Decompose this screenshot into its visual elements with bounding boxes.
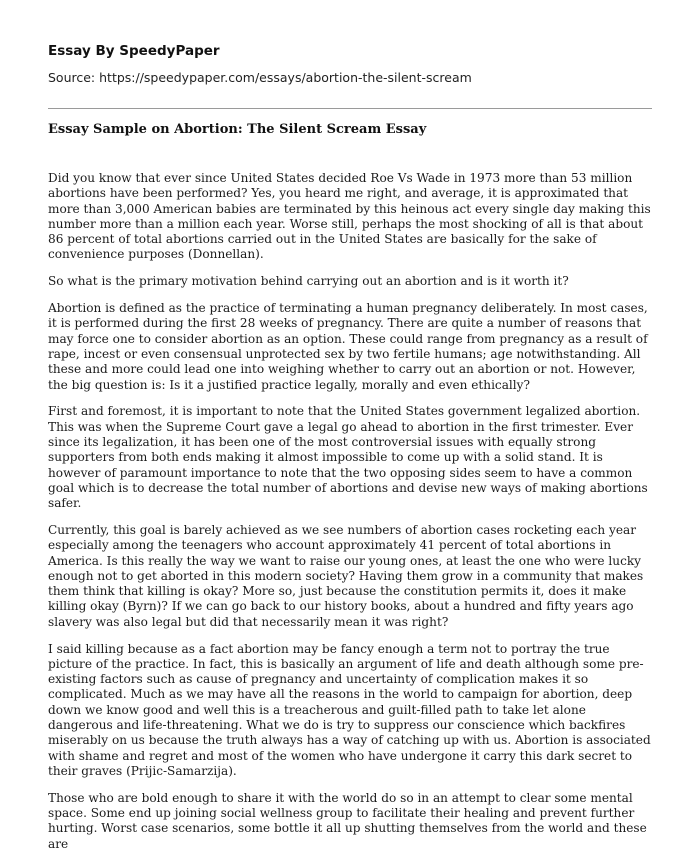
brand-title: Essay By SpeedyPaper <box>48 43 220 59</box>
paragraph: Abortion is defined as the practice of terminating a human pregnancy deliberately. In most cases, it is performed during the first 28 weeks of pregnancy. There are quite a number of reasons that may force one to consider abortion as an option. These could range from pregnancy as a result of rape, incest or even consensual unprotected sex by two fertile humans; age notwithstanding. All these and more could lead one into weighing whether to carry out an abortion or not. However, the big question is: Is it a justified practice legally, morally and even ethically? <box>48 301 648 392</box>
paragraph: So what is the primary motivation behind carrying out an abortion and is it worth it? <box>48 274 569 289</box>
essay-title: Essay Sample on Abortion: The Silent Scream Essay <box>48 122 427 137</box>
source-line: Source: https://speedypaper.com/essays/abortion-the-silent-scream <box>48 70 472 85</box>
paragraph: Those who are bold enough to share it with the world do so in an attempt to clear some mental space. Some end up joining social wellness group to facilitate their healing and prevent further hurting. Worst case scenarios, some bottle it all up shutting themselves from the world and these are <box>48 790 647 851</box>
paragraph: Currently, this goal is barely achieved as we see numbers of abortion cases rocketing each year especially among the teenagers who account approximately 41 percent of total abortions in America. Is this really the way we want to raise our young ones, at least the one who were lucky enough not to get aborted in this modern society? Having them grow in a community that makes them think that killing is okay? More so, just because the constitution permits it, does it make killing okay (Byrn)? If we can go back to our history books, about a hundred and fifty years ago slavery was also legal but did that necessarily mean it was right? <box>48 522 644 629</box>
paragraph: First and foremost, it is important to note that the United States government legalized abortion. This was when the Supreme Court gave a legal go ahead to abortion in the first trimester. Ever since its legalization, it has been one of the most controversial issues with equally strong supporters from both ends making it almost impossible to come up with a solid stand. It is however of paramount importance to note that the two opposing sides seem to have a common goal which is to decrease the total number of abortions and devise new ways of making abortions safer. <box>48 404 648 511</box>
divider <box>48 108 652 109</box>
paragraph: I said killing because as a fact abortion may be fancy enough a term not to portray the true picture of the practice. In fact, this is basically an argument of life and death although some pre-existing factors such as cause of pregnancy and uncertainty of complication makes it so complicated. Much as we may have all the reasons in the world to campaign for abortion, deep down we know good and well this is a treacherous and guilt-filled path to take let alone dangerous and life-threatening. What we do is try to suppress our conscience which backfires miserably on us because the truth always has a way of catching up with us. Abortion is associated with shame and regret and most of the women who have undergone it carry this dark secret to their graves (Prijic-Samarzija). <box>48 641 651 778</box>
essay-body <box>48 171 652 863</box>
paragraph: Did you know that ever since United States decided Roe Vs Wade in 1973 more than 53 million abortions have been performed? Yes, you heard me right, and average, it is approximated that more than 3,000 American babies are terminated by this heinous act every single day making this number more than a million each year. Worse still, perhaps the most shocking of all is that about 86 percent of total abortions carried out in the United States are basically for the sake of convenience purposes (Donnellan). <box>48 171 651 262</box>
